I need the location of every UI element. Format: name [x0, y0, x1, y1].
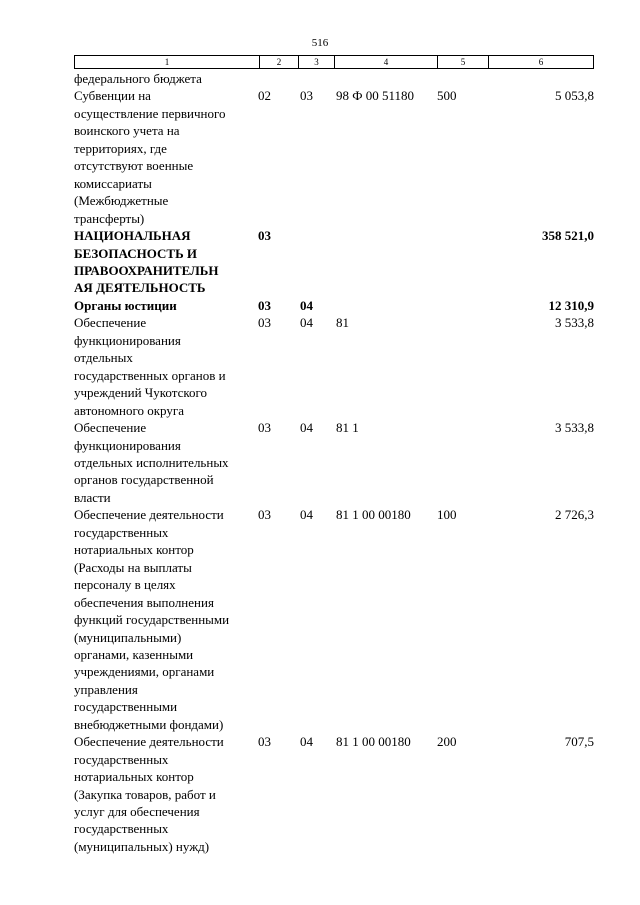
header-col-3: 3	[299, 56, 335, 68]
header-col-2: 2	[260, 56, 299, 68]
table-row	[74, 70, 594, 87]
row-amount: 2 726,3	[555, 507, 594, 523]
row-name: Обеспечение функционирования отдельных исполнительных органов государственной власти	[74, 420, 229, 505]
row-target-article: 98 Ф 00 51180	[336, 88, 415, 104]
table-row	[74, 506, 594, 733]
header-col-5: 5	[438, 56, 489, 68]
page-number: 516	[311, 37, 329, 49]
row-subsection: 04	[300, 315, 313, 331]
row-amount: 3 533,8	[555, 315, 594, 331]
row-expense-type: 200	[437, 734, 457, 750]
header-col-6: 6	[538, 57, 544, 67]
row-section: 03	[258, 228, 271, 244]
row-name: федерального бюджета	[74, 71, 202, 86]
row-amount: 358 521,0	[542, 228, 594, 244]
row-section: 03	[258, 315, 271, 331]
row-name: НАЦИОНАЛЬНАЯ БЕЗОПАСНОСТЬ И ПРАВООХРАНИТЕЛЬН АЯ ДЕЯТЕЛЬНОСТЬ	[74, 228, 219, 296]
header-col-1: 1	[75, 56, 260, 68]
row-target-article: 81 1 00 00180	[336, 734, 411, 750]
row-amount: 12 310,9	[548, 297, 594, 313]
row-section: 03	[258, 507, 271, 523]
row-subsection: 03	[300, 88, 313, 104]
table-row	[74, 227, 594, 297]
row-subsection: 04	[300, 734, 313, 750]
row-name: Субвенции на осуществление первичного воинского учета на территориях, где отсутствуют военные комиссариаты (Межбюджетные трансферты)	[74, 88, 226, 226]
row-name: Обеспечение функционирования отдельных государственных органов и учреждений Чукотского автономного округа	[74, 315, 226, 418]
row-name: Обеспечение деятельности государственных нотариальных контор (Закупка товаров, работ и услуг для обеспечения государственных (муниципальных) нужд)	[74, 734, 224, 854]
row-section: 03	[258, 297, 271, 313]
row-amount: 707,5	[564, 734, 594, 750]
row-amount: 5 053,8	[555, 88, 594, 104]
row-target-article: 81 1	[336, 420, 359, 436]
row-section: 02	[258, 88, 271, 104]
row-section: 03	[258, 734, 271, 750]
table-header	[74, 55, 594, 69]
row-subsection: 04	[300, 420, 313, 436]
row-name: Обеспечение деятельности государственных нотариальных контор (Расходы на выплаты персоналу в целях обеспечения выполнения функций государственными (муниципальными) органами, казенными учреждениями, органами управления государственными внебюджетными фондами)	[74, 507, 230, 732]
row-expense-type: 500	[437, 88, 457, 104]
header-col-4: 4	[335, 56, 438, 68]
row-target-article: 81 1 00 00180	[336, 507, 411, 523]
table-row	[74, 419, 594, 506]
row-amount: 3 533,8	[555, 420, 594, 436]
row-subsection: 04	[300, 297, 313, 313]
table-row	[74, 733, 594, 855]
table-row	[74, 314, 594, 419]
table-row	[74, 87, 594, 227]
row-expense-type: 100	[437, 507, 457, 523]
table-row	[74, 297, 594, 314]
row-section: 03	[258, 420, 271, 436]
row-subsection: 04	[300, 507, 313, 523]
row-target-article: 81	[336, 315, 349, 331]
budget-table-body	[74, 70, 594, 855]
row-name: Органы юстиции	[74, 297, 177, 313]
